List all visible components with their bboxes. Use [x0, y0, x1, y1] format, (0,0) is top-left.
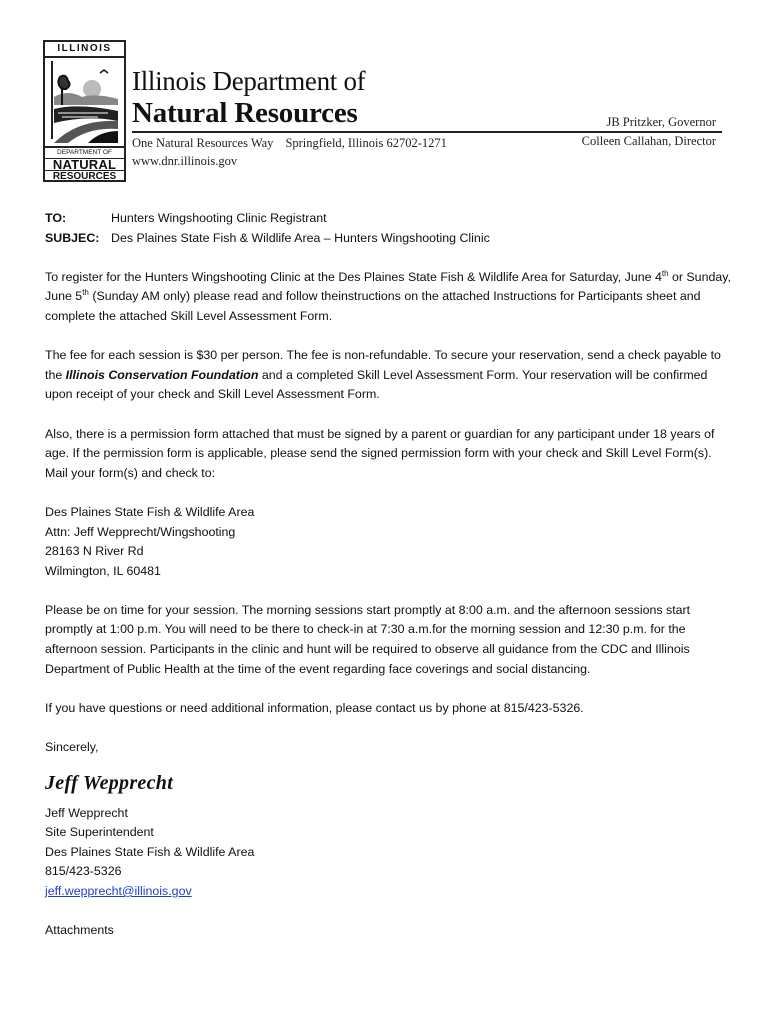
p1-text-b: or Sunday, June 5 — [45, 269, 731, 304]
department-title-line2: Natural Resources — [132, 97, 358, 129]
mailing-address-line3: 28163 N River Rd — [45, 544, 144, 559]
attachments-label: Attachments — [45, 923, 114, 938]
mailing-address-line2: Attn: Jeff Wepprecht/Wingshooting — [45, 524, 236, 539]
letter-body — [45, 209, 735, 941]
signer-title: Site Superintendent — [45, 825, 154, 840]
signer-name: Jeff Wepprecht — [45, 805, 128, 820]
paragraph-registration — [45, 268, 735, 327]
director-name: Colleen Callahan, Director — [581, 134, 716, 148]
logo-natural-text: NATURAL — [52, 157, 117, 172]
closing-sincerely: Sincerely, — [45, 740, 99, 755]
foundation-name: Illinois Conservation Foundation — [65, 367, 259, 382]
logo-department-text: DEPARTMENT OF — [45, 146, 124, 159]
p2-text-b: and a completed Skill Level Assessment Form. Your reservation will be confirmed upon receipt of your check and Skill Level Assessment Form. — [45, 367, 708, 402]
signature: Jeff Wepprecht — [45, 771, 174, 794]
p1-text-a: To register for the Hunters Wingshooting Clinic at the Des Plaines State Fish & Wildlife Area for Saturday, June 4 — [45, 269, 662, 284]
p1-text-c: (Sunday AM only) please read and follow theinstructions on the attached Instructions for Participants sheet and complete the attached Skill Level Assessment Form. — [45, 289, 701, 323]
logo-illinois-text: ILLINOIS — [45, 42, 124, 58]
signer-phone: 815/423-5326 — [45, 864, 122, 879]
department-website: www.dnr.illinois.gov — [132, 154, 238, 168]
paragraph-schedule: Please be on time for your session. The morning sessions start promptly at 8:00 a.m. and the afternoon sessions start promptly at 1:00 p.m. You will need to be there to check-in at 7:30 a.m.for the morning session and 12:30 p.m. for the afternoon session. Participants in the clinic and hunt will be required to observe all guidance from the CDC and Illinois Department of Public Health at the time of the event regarding face coverings and social distancing. — [45, 602, 691, 676]
memo-subject-label: SUBJEC: — [45, 230, 100, 245]
mailing-address-line1: Des Plaines State Fish & Wildlife Area — [45, 504, 255, 519]
mailing-address — [45, 503, 735, 581]
logo-resources-text: RESOURCES — [45, 170, 124, 182]
paragraph-fee — [45, 346, 735, 405]
address-street: One Natural Resources Way — [132, 136, 274, 150]
landscape-icon — [48, 59, 121, 143]
governor-name: JB Pritzker, Governor — [606, 115, 716, 129]
address-city: Springfield, Illinois 62702-1271 — [285, 136, 447, 150]
p1-superscript-1: th — [661, 268, 669, 278]
memo-to-label: TO: — [45, 211, 67, 225]
memo-subject-row — [45, 229, 735, 249]
paragraph-permission: Also, there is a permission form attached that must be signed by a parent or guardian for any participant under 18 years of age. If the permission form is applicable, please send the signed permission form with your check and Skill Level Form(s). Mail your form(s) and check to: — [45, 426, 715, 480]
department-title-line1: Illinois Department of — [132, 66, 366, 96]
p2-text-a: The fee for each session is $30 per person. The fee is non-refundable. To secure your reservation, send a check payable to the — [45, 348, 721, 382]
paragraph-contact: If you have questions or need additional information, please contact us by phone at 815/423-5326. — [45, 700, 584, 715]
p1-superscript-2: th — [82, 288, 89, 298]
department-address — [132, 136, 447, 151]
header-divider — [132, 131, 722, 133]
mailing-address-line4: Wilmington, IL 60481 — [45, 563, 161, 578]
memo-subject-value: Des Plaines State Fish & Wildlife Area – Hunters Wingshooting Clinic — [111, 230, 490, 245]
signer-email-link[interactable]: jeff.wepprecht@illinois.gov — [45, 884, 192, 898]
idnr-logo — [43, 40, 126, 182]
memo-to-value: Hunters Wingshooting Clinic Registrant — [111, 211, 327, 225]
memo-to-row — [45, 209, 735, 229]
signer-site: Des Plaines State Fish & Wildlife Area — [45, 844, 255, 859]
